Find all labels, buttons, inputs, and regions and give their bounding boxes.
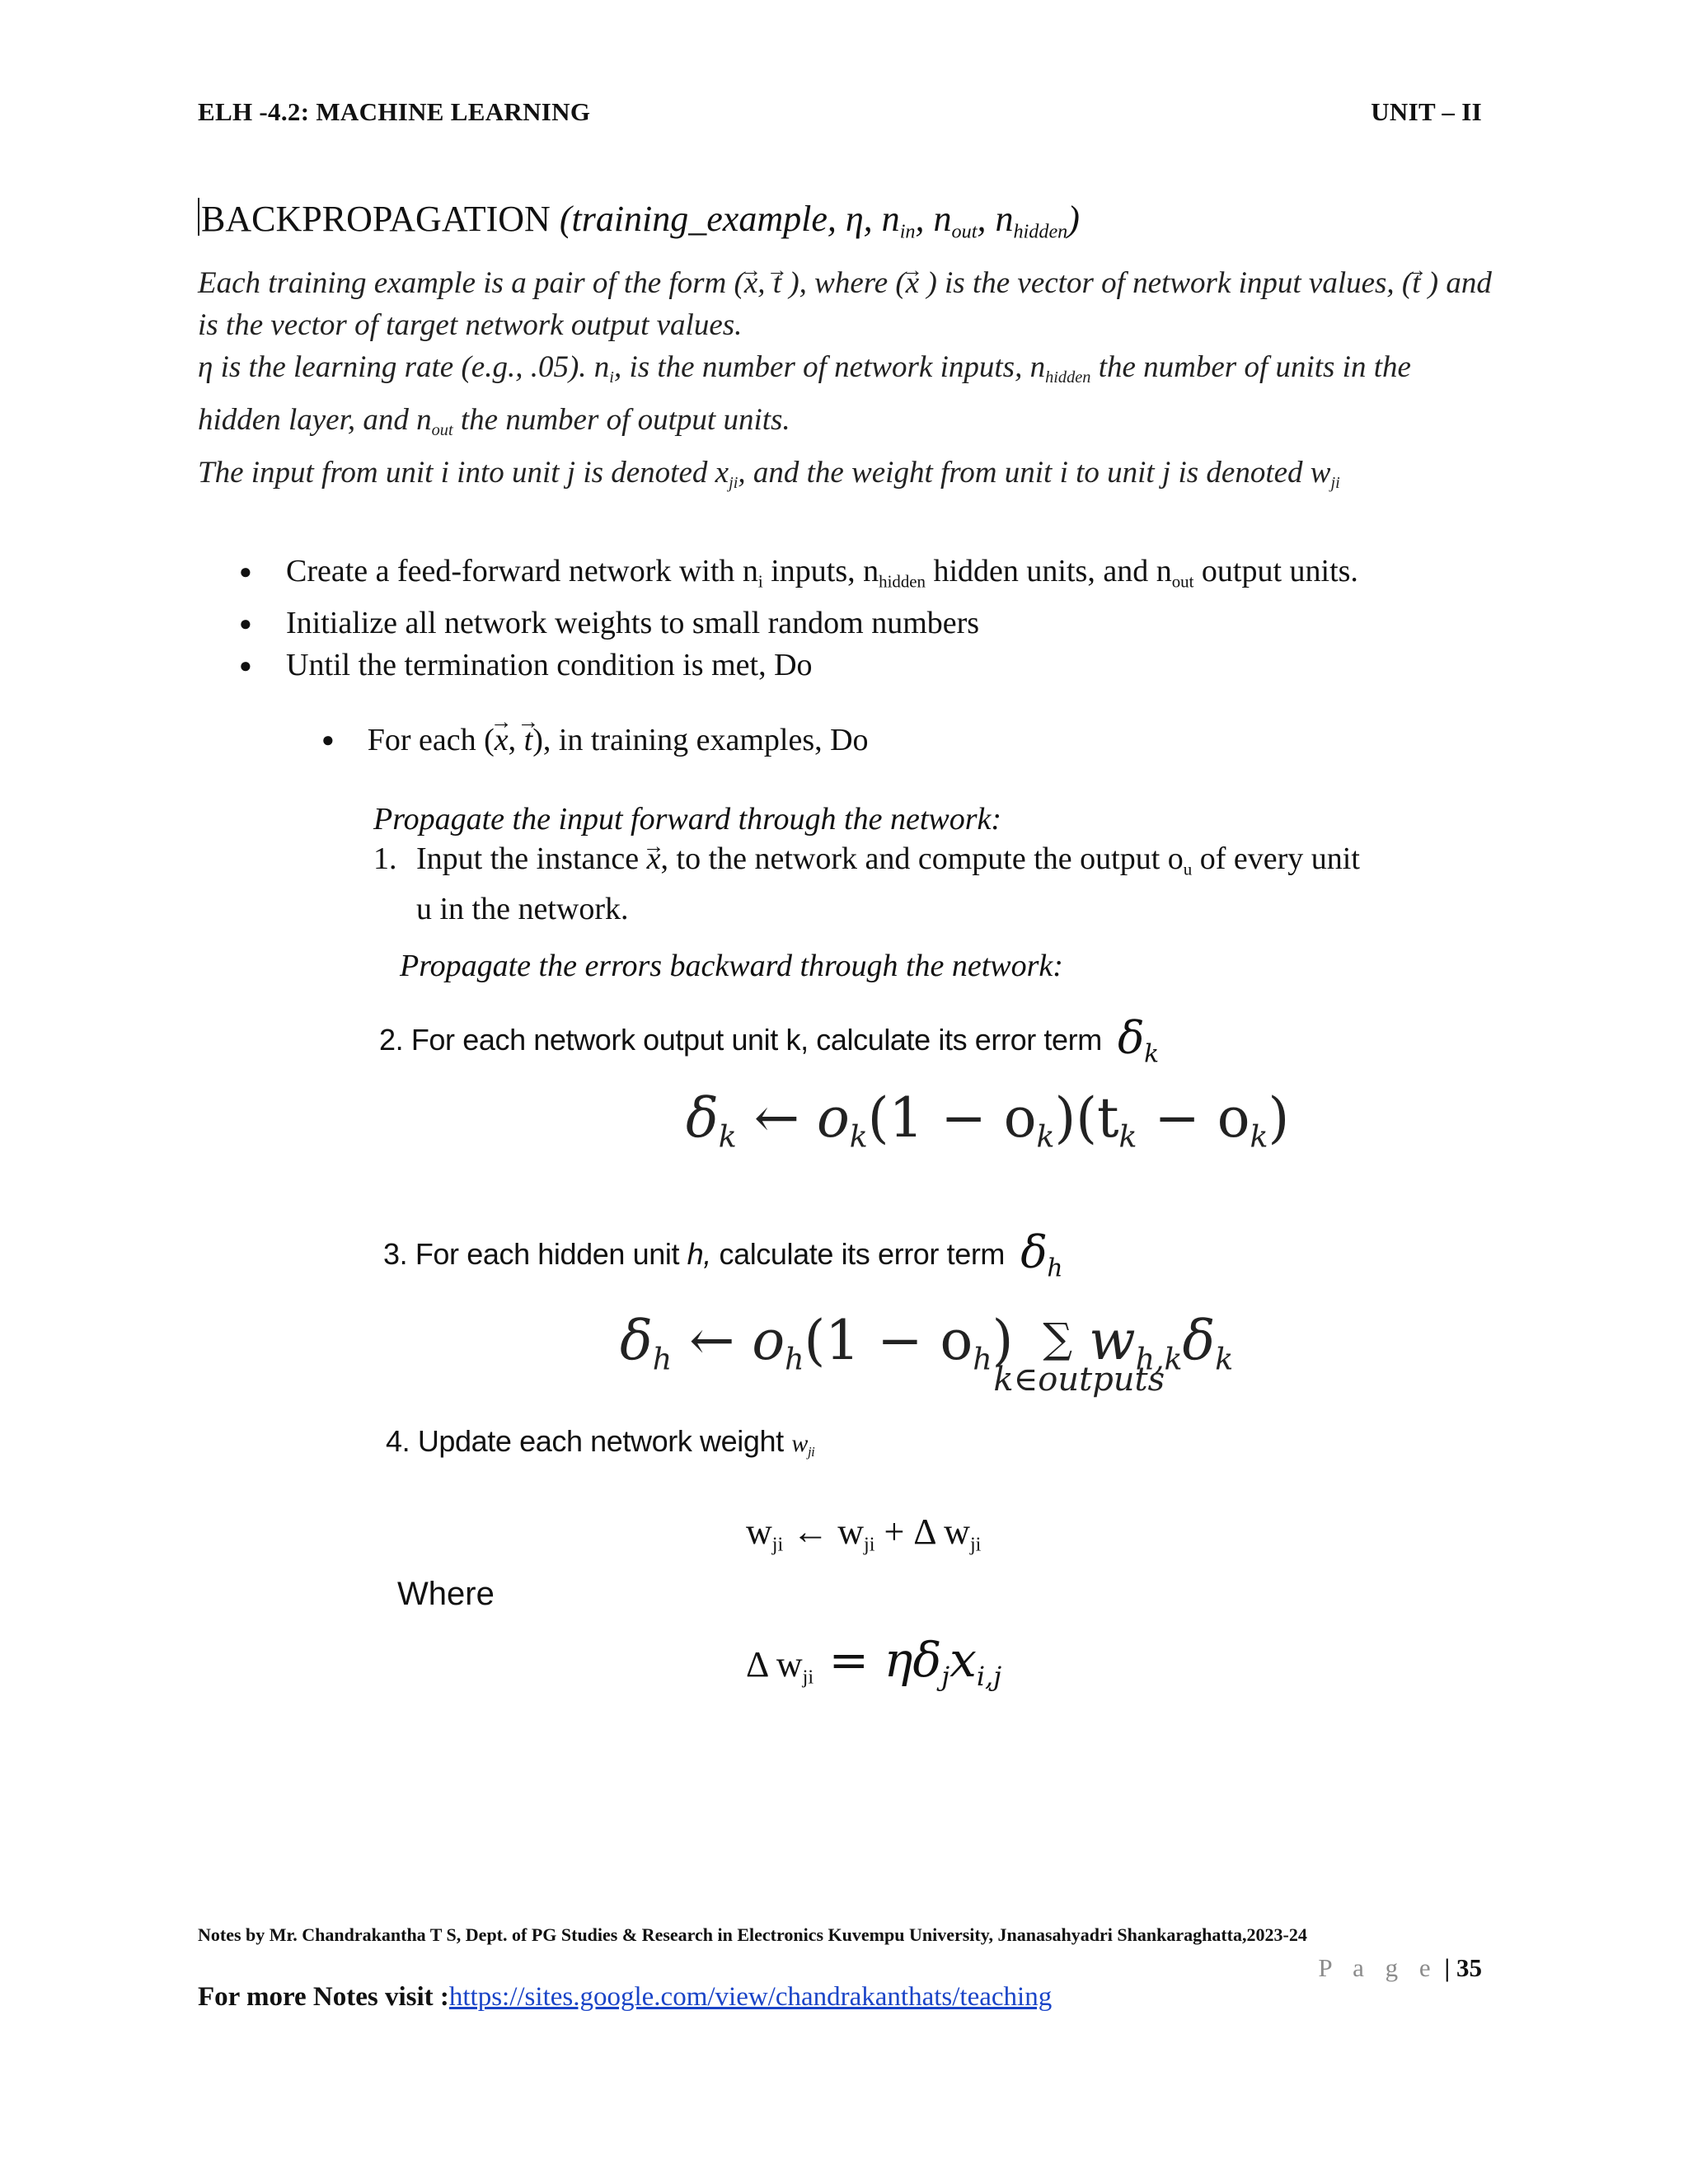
output-error-equation: $\delta_k$ ← $o_k(1 - o_k)(t_k - o_k)$ xyxy=(686,1086,1290,1155)
list-item: ● Until the termination condition is met, Do xyxy=(231,644,1550,687)
backward-heading: Propagate the errors backward through the network: xyxy=(400,949,1063,983)
where-label: Where xyxy=(397,1576,495,1612)
more-notes-line: For more Notes visit :https://sites.google.com/view/chandrakanthats/teaching xyxy=(198,1982,1053,2012)
bullet-icon: ● xyxy=(321,728,335,752)
step-1: 1. Input the instance → x, to the network and compute the output $o_u$ of every unit u in the network. xyxy=(373,839,1544,930)
list-item: ● Initialize all network weights to small random numbers xyxy=(231,602,1550,644)
algorithm-title xyxy=(198,198,1080,243)
description-learning-rate: η is the learning rate (e.g., .05). $n_i$, is the number of network inputs, $n_{hidden}$ the number of units in the hidden layer, and $n_{out}$ the number of output units. xyxy=(198,350,1411,440)
for-each-bullet: ● For each (→ x, → t), in training examples, Do xyxy=(321,722,869,758)
notes-link[interactable]: https://sites.google.com/view/chandrakanthats/teaching xyxy=(448,1982,1053,2012)
course-title: ELH -4.2: MACHINE LEARNING xyxy=(198,97,591,126)
algorithm-params: (training_example, η, $n_{in}$, $n_{out}$, $n_{hidden}$) xyxy=(559,199,1080,243)
step-3: 3. For each hidden unit h, calculate its error term $\delta_h$ xyxy=(383,1226,1063,1283)
forward-heading: Propagate the input forward through the network: xyxy=(373,802,1002,837)
weight-update-equation: $w_{ji}$ ← $w_{ji} + \Delta$ $w_{ji}$ xyxy=(746,1511,982,1556)
algorithm-name: BACKPROPAGATION xyxy=(201,199,551,239)
step-2: 2. For each network output unit k, calculate its error term $\delta_k$ xyxy=(379,1012,1159,1069)
description-training-example: Each training example is a pair of the form (→ x, → t ), where (→ x ) is the vector of network input values, (→ t ) and is the vector of target network output values. xyxy=(198,262,1500,346)
description-notation: The input from unit i into unit j is denoted $x_{ji}$, and the weight from unit i to unit j is denoted $w_{ji}$ xyxy=(198,456,1340,493)
page-number: P a g e | 35 xyxy=(1318,1953,1482,1982)
delta-weight-equation: Δ $w_{ji} = \eta\delta_jx_{i,j}$ xyxy=(746,1632,1002,1693)
algorithm-steps-list xyxy=(231,551,1550,687)
hidden-error-equation: $\delta_h$ ← $o_h(1 - o_h)$ ∑ k∈outputs $w_{h,k}\delta_k$ xyxy=(620,1309,1234,1399)
algorithm-description xyxy=(198,262,1500,504)
text-cursor xyxy=(198,198,199,236)
footer-credits: Notes by Mr. Chandrakantha T S, Dept. of PG Studies & Research in Electronics Kuvempu University, Jnanasahyadri Shankaraghatta,2023-24 xyxy=(198,1924,1307,1945)
step-4: 4. Update each network weight $w_{ji}$ xyxy=(386,1424,815,1460)
summation-symbol: ∑ k∈outputs xyxy=(993,1315,1165,1399)
list-item: ● Create a feed-forward network with $n_i$ inputs, $n_{hidden}$ hidden units, and $n_{out}$ output units. xyxy=(231,551,1550,602)
unit-label: UNIT – II xyxy=(1371,97,1482,126)
